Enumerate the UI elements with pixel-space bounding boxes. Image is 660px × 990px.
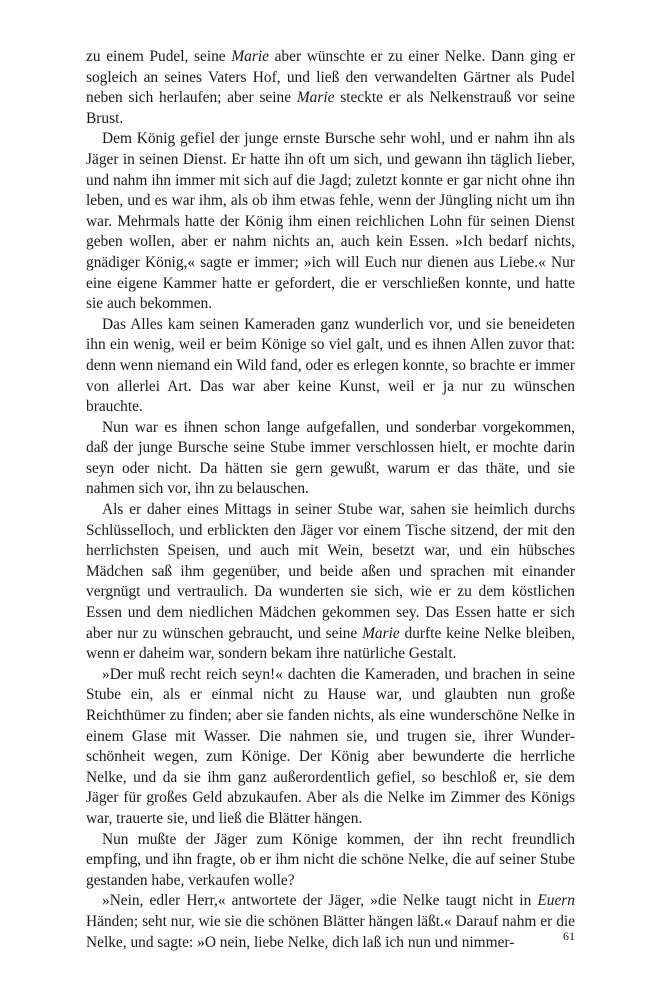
text-run: Als er daher eines Mittags in seiner Stube war, sahen sie heimlich durchs Schlüsselloch, und erblickten den Jäger vor einem Tische sitzend, der mit den herrlichsten Speisen, und auch mit Wein, besetzt war, und ein hübsches Mädchen saß ihm gegenüber, und beide aßen und sprachen mit einander vergnügt und vertraulich. Da wunderten sie sich, wie er zu dem köstlichen Essen und dem niedlichen Mädchen gekommen sey. Das Essen hatte er sich aber nur zu wünschen gebraucht, und seine (86, 501, 575, 642)
text-run: Dem König gefiel der junge ernste Bursche sehr wohl, und er nahm ihn als Jäger in seinen Dienst. Er hatte ihn oft um sich, und gewann ihn täglich lieber, und nahm ihn immer mit sich auf die Jagd; zuletzt konnte er gar nicht ohne ihn leben, und es war ihm, als ob ihm etwas fehle, wenn der Jüngling nicht um ihn war. Mehrmals hatte der König ihm einen reichlichen Lohn für seinen Dienst geben wollen, aber er nahm nichts an, auch kein Essen. »Ich bedarf nichts, gnädiger König,« sagte er immer; »ich will Euch nur dienen aus Liebe.« Nur eine eigene Kammer hatte er gefordert, die er verschließen konnte, und hatte sie auch bekommen. (86, 130, 575, 313)
paragraph (86, 891, 575, 953)
paragraph (86, 500, 575, 665)
text-run: zu einem Pudel, seine (86, 48, 232, 65)
text-run: steckte er als Nelkenstrauß vor seine Brust. (86, 89, 575, 127)
italic-name: Marie (362, 624, 400, 642)
page-number: 61 (563, 929, 575, 943)
text-run: Händen; seht nur, wie sie die schönen Blätter hängen läßt.« Darauf nahm er die Nelke, und sagte: »O nein, liebe Nelke, dich laß ich nun und nimmer- (86, 912, 575, 951)
paragraph (86, 129, 575, 314)
text-run: »Nein, edler Herr,« antwortete der Jäger, »die Nelke taugt nicht in (102, 892, 538, 910)
paragraph (86, 418, 575, 500)
italic-word: Euern (537, 892, 575, 910)
text-run: Das Alles kam seinen Kameraden ganz wunderlich vor, und sie beneideten ihn ein wenig, weil er beim Könige so viel galt, und es ihnen Allen zuvor that: denn wenn niemand ein Wild fand, oder es erlegen konnte, so brachte er immer von allerlei Art. Das war aber keine Kunst, weil er ja nur zu wünschen brauchte. (86, 315, 575, 416)
text-run: Nun war es ihnen schon lange aufgefallen, und sonderbar vorgekommen, daß der junge Bursche seine Stube immer verschlossen hielt, er mochte darin seyn oder nicht. Da hätten sie gern gewußt, warum er das thäte, und sie nahmen sich vor, ihn zu belauschen. (86, 418, 575, 498)
paragraph (86, 47, 575, 129)
italic-name: Marie (231, 48, 269, 65)
text-run: Nun mußte der Jäger zum Könige kommen, der ihn recht freundlich empfing, und ihn fragte, ob er ihm nicht die schöne Nelke, die auf seiner Stube gestanden habe, verkaufen wolle? (86, 830, 575, 889)
paragraph (86, 315, 575, 418)
paragraph (86, 830, 575, 892)
text-run: durfte keine Nelke bleiben, wenn er daheim war, sondern bekam ihre natürliche Gestalt. (86, 624, 575, 663)
paragraph (86, 665, 575, 830)
text-run: aber wünschte er zu einer Nelke. Dann ging er sogleich an seines Vaters Hof, und ließ den verwandelten Gärtner als Pudel neben sich herlaufen; aber seine (86, 48, 575, 107)
italic-name: Marie (296, 89, 335, 107)
text-run: »Der muß recht reich seyn!« dachten die Kameraden, und brachen in seine Stube ein, als er einmal nicht zu Hause war, und glaubten nun große Reichthümer zu finden; aber sie fanden nichts, als eine wunderschöne Nelke in einem Glase mit Wasser. Die nahmen sie, und trugen sie, ihrer Wunderschönheit wegen, zum Könige. Der König aber bewunderte die herrliche Nelke, und da sie ihm ganz außerordentlich gefiel, so beschloß er, sie dem Jäger für großes Geld abzukaufen. Aber als die Nelke im Zimmer des Königs war, trauerte sie, und ließ die Blätter hängen. (86, 665, 575, 827)
book-page-body (86, 47, 575, 953)
